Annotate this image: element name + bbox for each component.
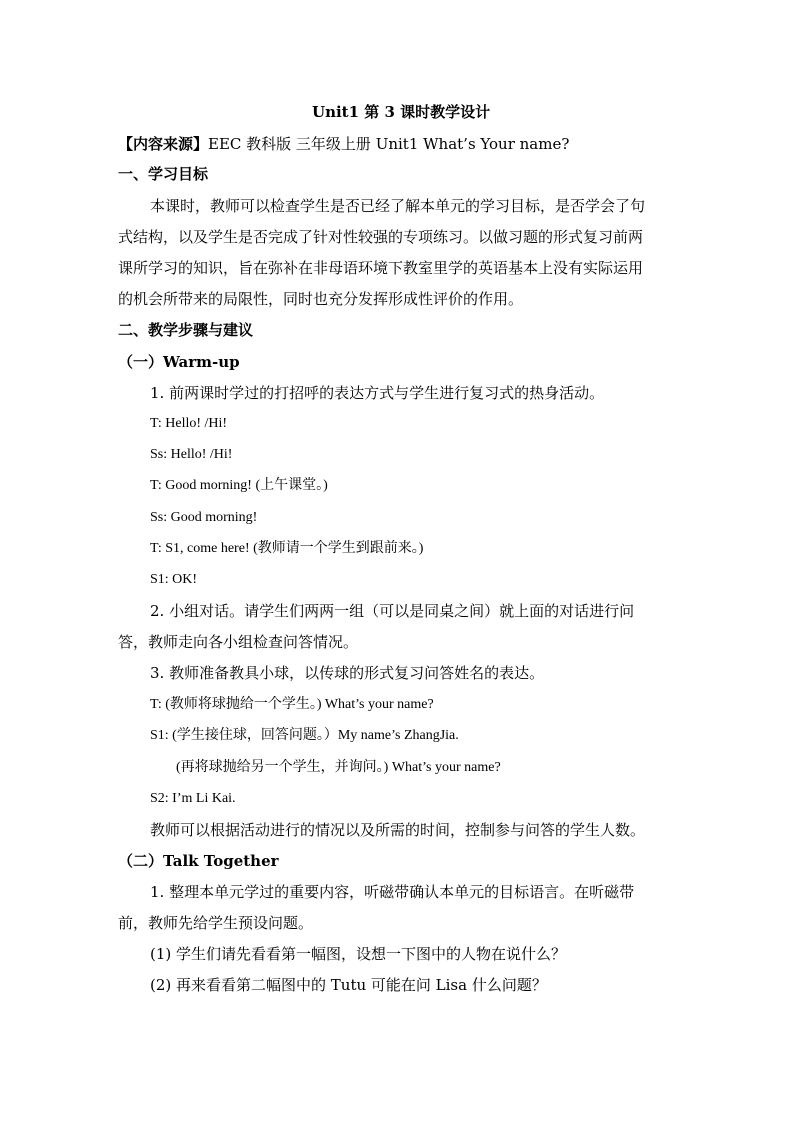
step-line: 1. 前两课时学过的打招呼的表达方式与学生进行复习式的热身活动。: [150, 384, 605, 402]
dialogue-line: Ss: Good morning!: [150, 510, 258, 525]
dialogue-line: T: S1, come here! (教师请一个学生到跟前来。): [150, 541, 424, 556]
question-line: (1) 学生们请先看看第一幅图，设想一下图中的人物在说什么？: [150, 945, 567, 963]
step-line: 2. 小组对话。请学生们两两一组（可以是同桌之间）就上面的对话进行问: [150, 602, 635, 620]
dialogue-line: S2: I’m Li Kai.: [150, 791, 236, 806]
step-line: 答，教师走向各小组检查问答情况。: [118, 633, 359, 651]
content-source-label: 【内容来源】: [118, 135, 209, 153]
subsection-heading-warmup: （一）Warm-up: [118, 353, 240, 371]
content-source: [118, 134, 569, 154]
paragraph-line: 的机会所带来的局限性，同时也充分发挥形成性评价的作用。: [118, 290, 524, 308]
dialogue-line: S1: OK!: [150, 572, 198, 587]
section-heading-objectives: 一、学习目标: [118, 165, 209, 183]
step-line: 教师可以根据活动进行的情况以及所需的时间，控制参与问答的学生人数。: [150, 821, 646, 839]
dialogue-line: T: (教师将球抛给一个学生。) What’s your name?: [150, 697, 434, 712]
paragraph-line: 课所学习的知识，旨在弥补在非母语环境下教室里学的英语基本上没有实际运用: [118, 259, 644, 277]
step-line: 前，教师先给学生预设问题。: [118, 914, 314, 932]
dialogue-line: T: Good morning! (上午课堂。): [150, 478, 328, 493]
dialogue-line: S1: (学生接住球，回答问题。）My name’s ZhangJia.: [150, 728, 459, 743]
paragraph-line: 本课时，教师可以检查学生是否已经了解本单元的学习目标，是否学会了句: [150, 197, 646, 215]
paragraph-line: 式结构，以及学生是否完成了针对性较强的专项练习。以做习题的形式复习前两: [118, 228, 644, 246]
question-line: (2) 再来看看第二幅图中的 Tutu 可能在问 Lisa 什么问题？: [150, 976, 547, 994]
step-line: 1. 整理本单元学过的重要内容，听磁带确认本单元的目标语言。在听磁带: [150, 883, 635, 901]
dialogue-line: (再将球抛给另一个学生，并询问。) What’s your name?: [176, 760, 501, 775]
document-title: Unit1 第 3 课时教学设计: [312, 103, 491, 121]
dialogue-line: Ss: Hello! /Hi!: [150, 447, 233, 462]
section-heading-steps: 二、教学步骤与建议: [118, 321, 254, 339]
step-line: 3. 教师准备教具小球，以传球的形式复习问答姓名的表达。: [150, 664, 545, 682]
subsection-heading-talk-together: （二）Talk Together: [118, 852, 279, 870]
dialogue-line: T: Hello! /Hi!: [150, 416, 228, 431]
content-source-text: EEC 教科版 三年级上册 Unit1 What’s Your name?: [208, 135, 570, 153]
